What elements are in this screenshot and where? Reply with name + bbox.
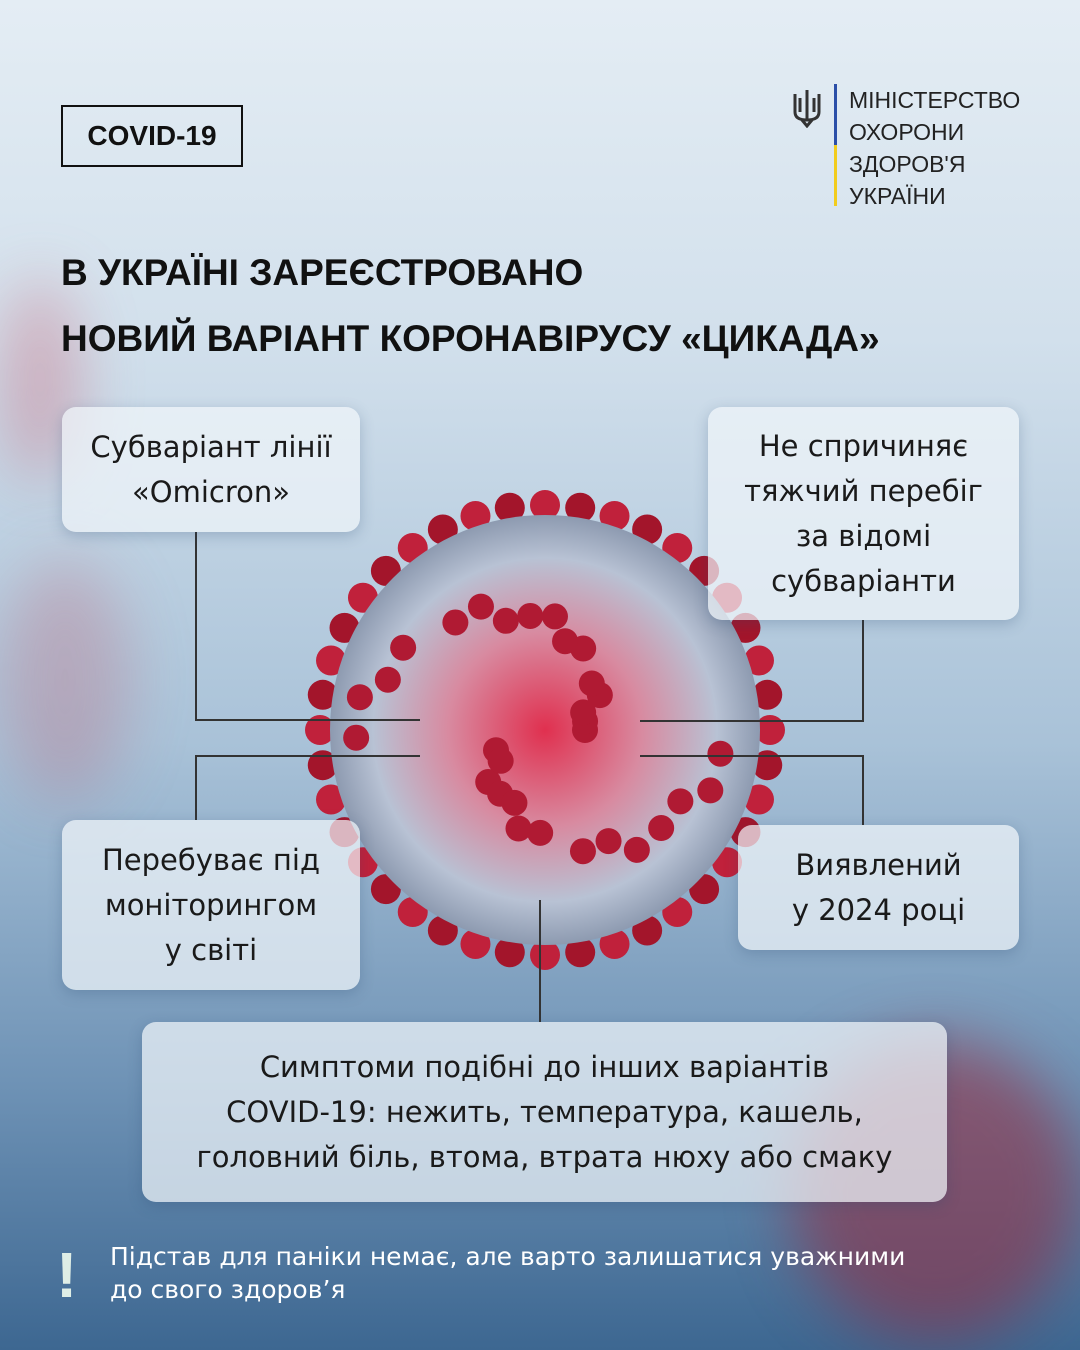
fact-severity: Не спричиняє тяжчий перебіг за відомі субваріанти [708,407,1019,620]
virus-spike [624,837,650,863]
trident-icon [792,88,822,128]
logo-line: УКРАЇНИ [849,183,946,209]
connector-line [195,755,197,820]
virus-spike [579,670,605,696]
connector-line [862,620,864,722]
virus-body [330,515,760,945]
virus-spike [390,635,416,661]
ministry-logo [792,84,1020,212]
fact-omicron: Субваріант лінії «Omicron» [62,407,360,532]
virus-spike [505,815,531,841]
virus-spike [648,815,674,841]
virus-spike [347,684,373,710]
virus-spike [517,603,543,629]
connector-line [862,755,864,825]
fact-detected: Виявлений у 2024 році [738,825,1019,950]
note-text: Підстав для паніки немає, але варто залишатися уважними до свого здоров’я [110,1242,906,1304]
virus-spike [442,609,468,635]
page-title [61,240,1021,372]
connector-line [195,755,420,757]
virus-spike [488,748,514,774]
virus-spike [527,820,553,846]
virus-spike [552,628,578,654]
virus-spike [542,603,568,629]
logo-line: ЗДОРОВ'Я [849,151,966,177]
connector-line [195,532,197,720]
background-blur [0,560,130,800]
flag-bar [834,84,837,206]
connector-line [195,719,420,721]
virus-spike [697,777,723,803]
exclamation-icon: ! [56,1239,78,1311]
fact-monitoring: Перебуває під моніторингом у світі [62,820,360,990]
title-line-2: НОВИЙ ВАРІАНТ КОРОНАВІРУСУ «ЦИКАДА» [61,318,880,359]
virus-spike [596,828,622,854]
title-line-1: В УКРАЇНІ ЗАРЕЄСТРОВАНО [61,252,584,293]
connector-line [539,900,541,1022]
virus-spike [468,594,494,620]
covid-tag: COVID-19 [61,105,243,167]
virus-spike [493,608,519,634]
connector-line [640,720,864,722]
connector-line [640,755,864,757]
virus-spike [570,699,596,725]
virus-spike [707,741,733,767]
virus-spike [343,725,369,751]
virus-spike [667,788,693,814]
virus-spike [375,667,401,693]
logo-line: ОХОРОНИ [849,119,965,145]
virus-spike [570,838,596,864]
virus-spike [501,790,527,816]
fact-symptoms: Симптоми подібні до інших варіантів COVID-19: нежить, температура, кашель, головний біль, втома, втрата нюху або смаку [142,1022,947,1202]
logo-line: МІНІСТЕРСТВО [849,87,1021,113]
